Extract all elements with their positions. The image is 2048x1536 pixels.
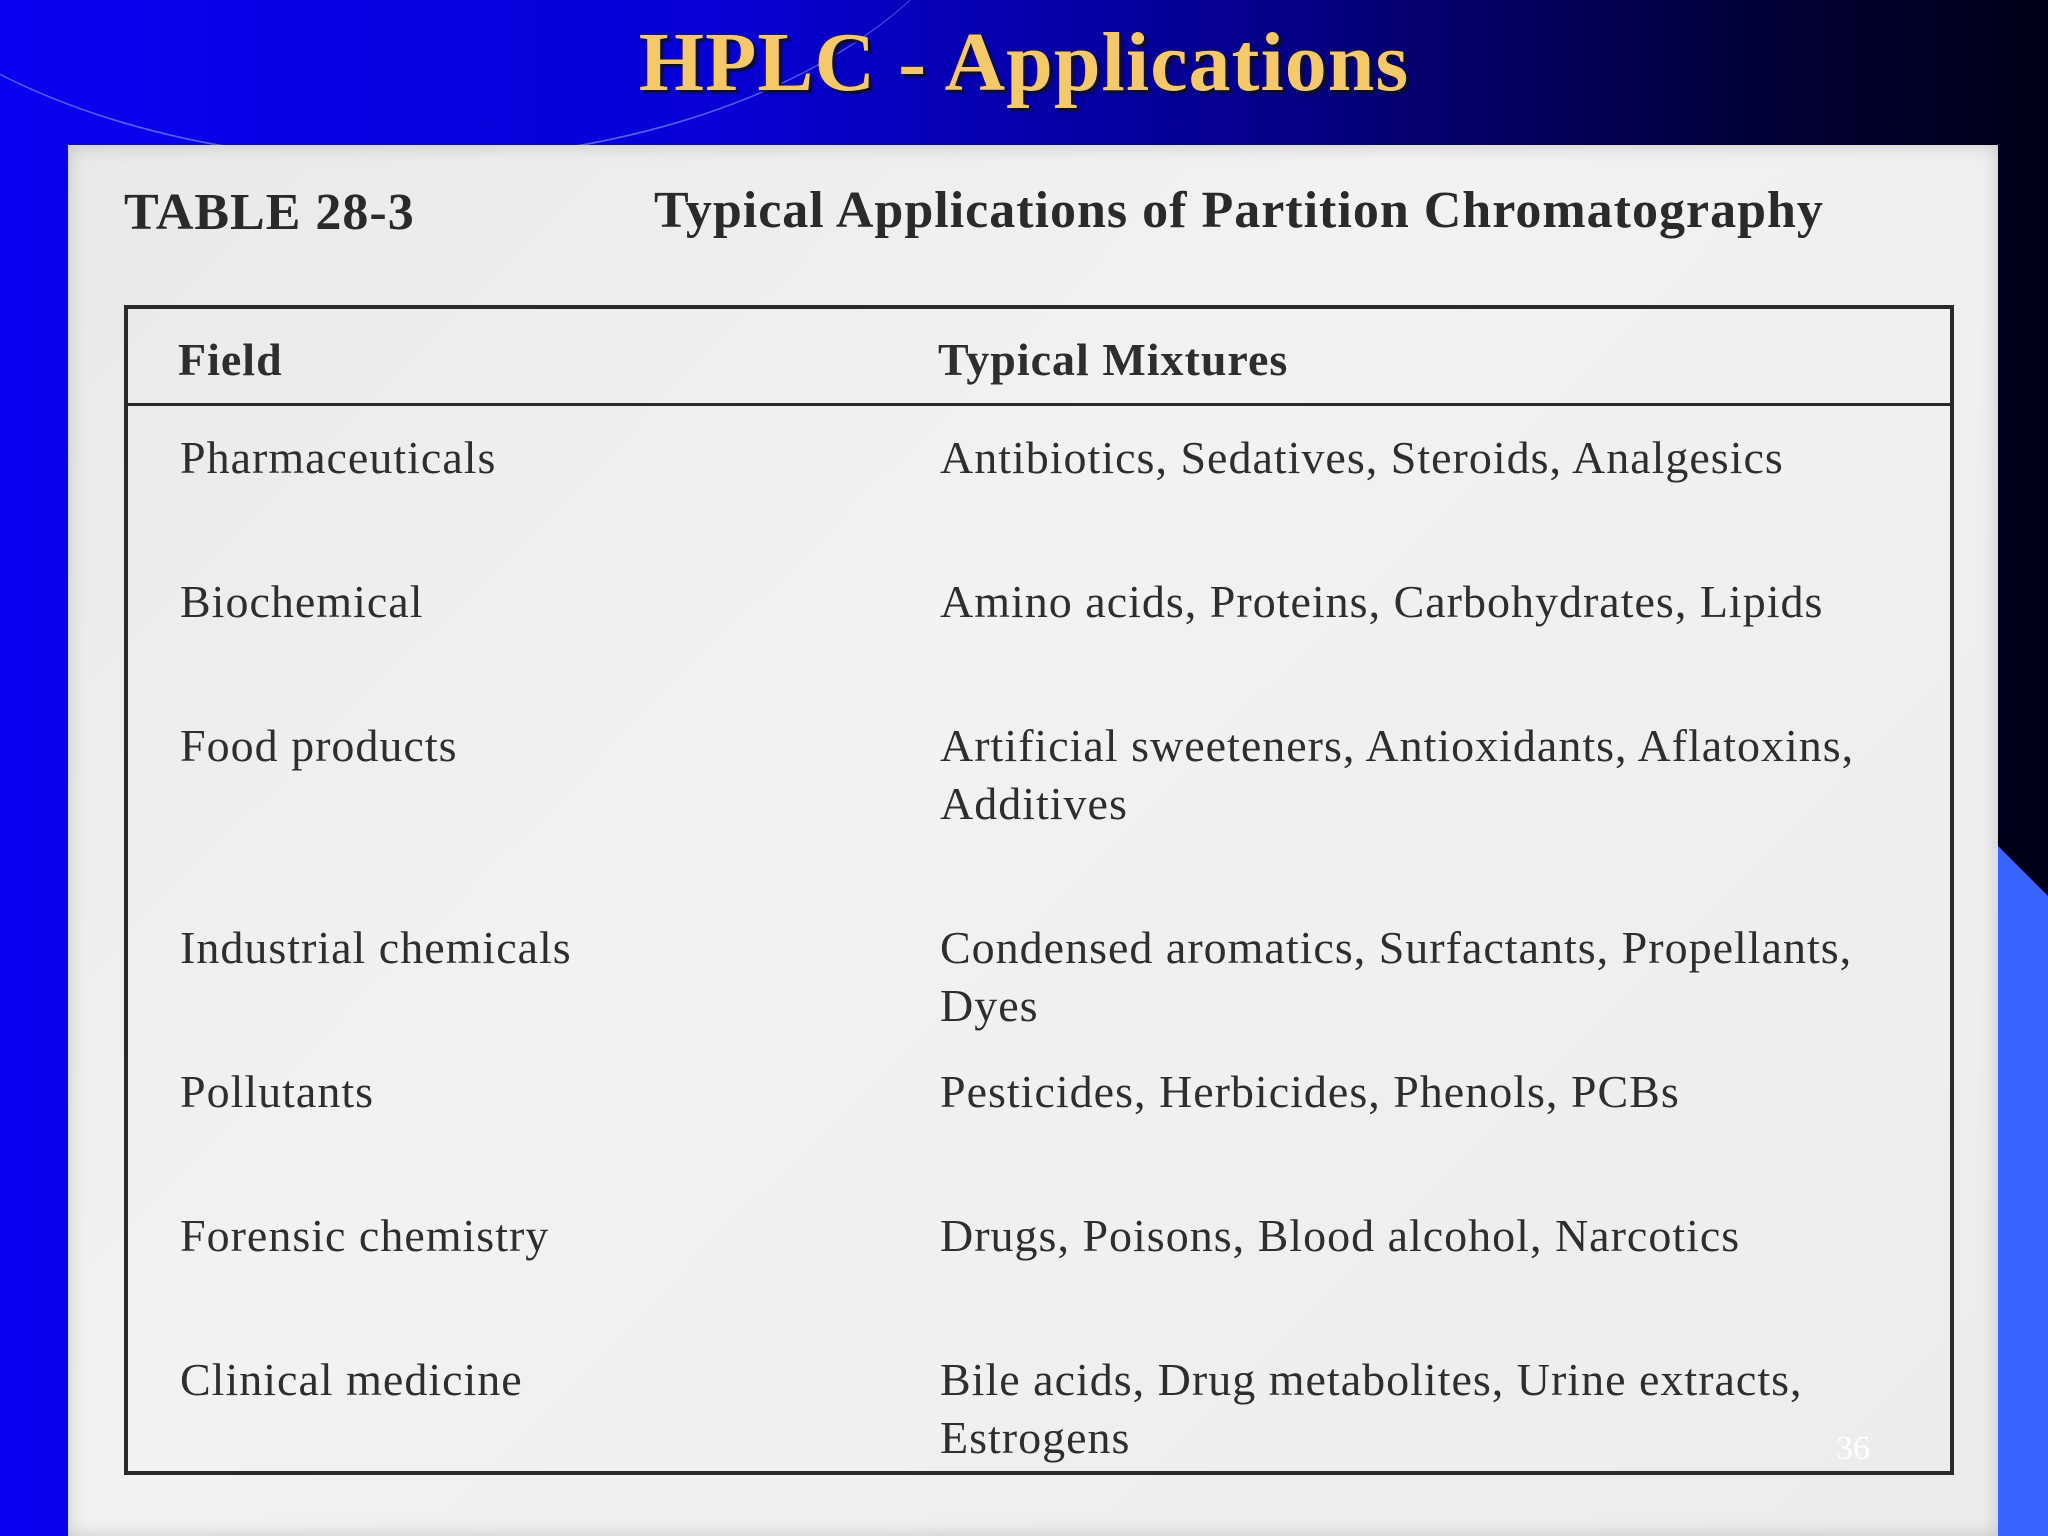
- table-label: TABLE 28-3: [124, 184, 415, 241]
- column-header-field: Field: [178, 334, 283, 385]
- field-cell: Pollutants: [180, 1066, 375, 1117]
- table-header-row: [128, 309, 1950, 406]
- mixtures-cell: Condensed aromatics, Surfactants, Propellants, Dyes: [940, 922, 1853, 1031]
- accent-corner: [1990, 838, 2048, 896]
- table-body: [128, 429, 1950, 1495]
- field-cell: Industrial chemicals: [180, 922, 572, 973]
- table-title: Typical Applications of Partition Chromatography: [654, 182, 1824, 239]
- mixtures-cell: Drugs, Poisons, Blood alcohol, Narcotics: [940, 1210, 1741, 1261]
- scanned-table-image: [68, 145, 1998, 1536]
- field-cell: Biochemical: [180, 576, 424, 627]
- data-table: [124, 305, 1954, 1475]
- mixtures-cell: Amino acids, Proteins, Carbohydrates, Lipids: [940, 576, 1824, 627]
- column-header-mixtures: Typical Mixtures: [938, 334, 1289, 385]
- table-row: [128, 573, 1950, 695]
- mixtures-cell: Bile acids, Drug metabolites, Urine extracts, Estrogens: [940, 1354, 1803, 1463]
- field-cell: Clinical medicine: [180, 1354, 523, 1405]
- field-cell: Forensic chemistry: [180, 1210, 550, 1261]
- mixtures-cell: Pesticides, Herbicides, Phenols, PCBs: [940, 1066, 1680, 1117]
- slide-title: HPLC - Applications: [638, 16, 1410, 109]
- table-row: [128, 919, 1950, 1041]
- page-number: 36: [1836, 1430, 1870, 1467]
- table-row: [128, 717, 1950, 897]
- mixtures-cell: Antibiotics, Sedatives, Steroids, Analgesics: [940, 432, 1784, 483]
- accent-block: [1990, 838, 2048, 1536]
- field-cell: Pharmaceuticals: [180, 432, 497, 483]
- table-row: [128, 1351, 1950, 1473]
- field-cell: Food products: [180, 720, 458, 771]
- table-row: [128, 1063, 1950, 1185]
- table-row: [128, 1207, 1950, 1329]
- table-row: [128, 429, 1950, 551]
- mixtures-cell: Artificial sweeteners, Antioxidants, Aflatoxins, Additives: [940, 720, 1855, 829]
